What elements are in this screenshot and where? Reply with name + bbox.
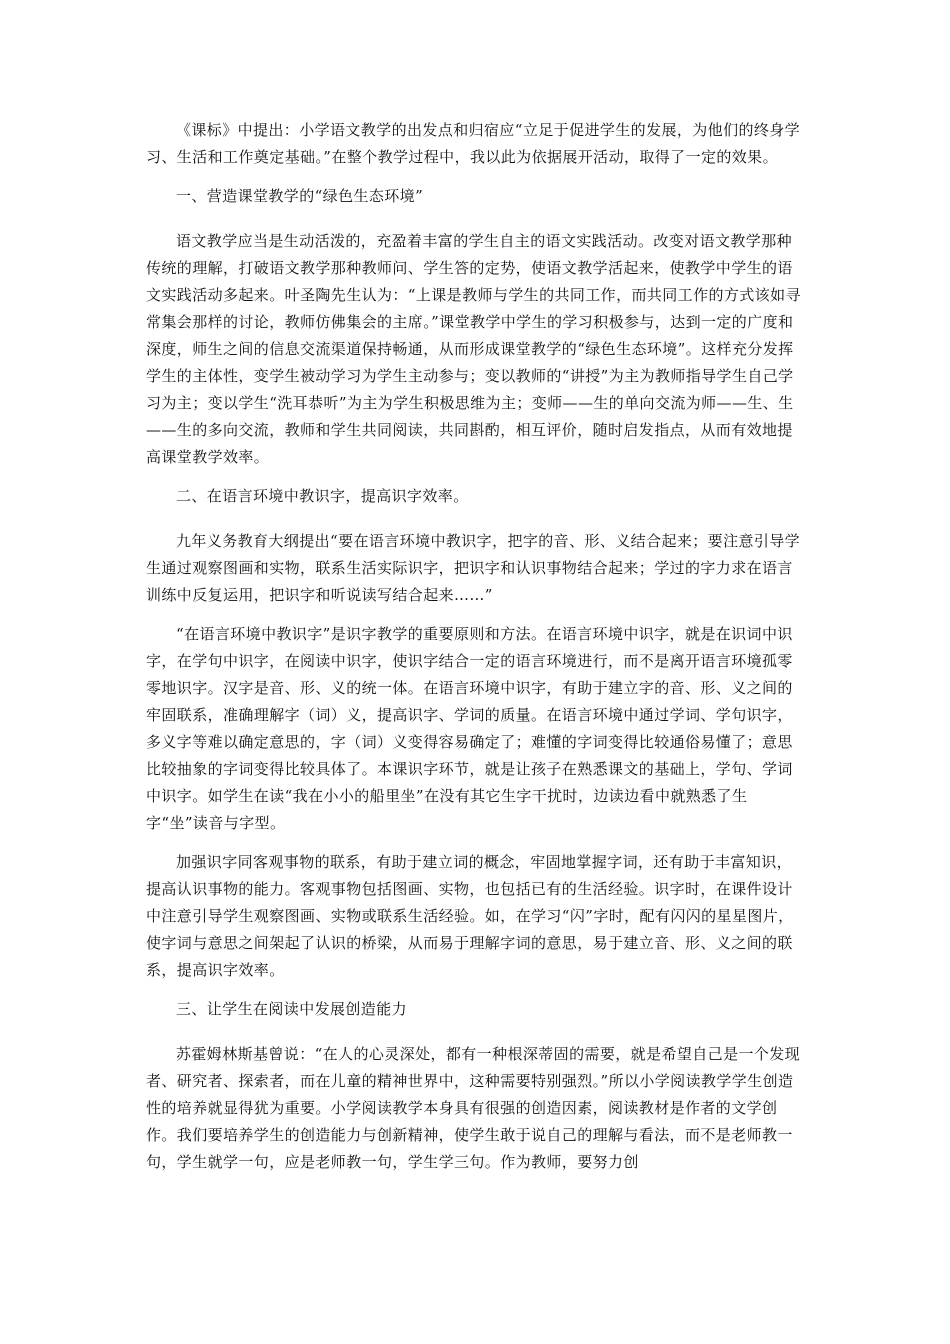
document-page (146, 117, 806, 1188)
paragraph-section-1: 语文教学应当是生动活泼的，充盈着丰富的学生自主的语文实践活动。改变对语文教学那种传统的理解，打破语文教学那种教师问、学生答的定势，使语文教学活起来，使教学中学生的语文实践活动多起来。叶圣陶先生认为：“上课是教师与学生的共同工作，而共同工作的方式该如寻常集会那样的讨论，教师仿佛集会的主席。”课堂教学中学生的学习积极参与，达到一定的广度和深度，师生之间的信息交流渠道保持畅通，从而形成课堂教学的“绿色生态环境”。这样充分发挥学生的主体性，变学生被动学习为学生主动参与；变以教师的“讲授”为主为教师指导学生自己学习为主；变以学生“洗耳恭听”为主为学生积极思维为主；变师——生的单向交流为师——生、生——生的多向交流，教师和学生共同阅读，共同斟酌，相互评价，随时启发指点，从而有效地提高课堂教学效率。 (146, 232, 801, 466)
paragraph-section-2-a: 九年义务教育大纲提出“要在语言环境中教识字，把字的音、形、义结合起来；要注意引导学生通过观察图画和实物，联系生活实际识字，把识字和认识事物结合起来；学过的字力求在语言训练中反复运用，把识字和听说读写结合起来……” (146, 532, 801, 604)
paragraph-intro: 《课标》中提出：小学语文教学的出发点和归宿应“立足于促进学生的发展，为他们的终身学习、生活和工作奠定基础。”在整个教学过程中，我以此为依据展开活动，取得了一定的效果。 (146, 121, 801, 166)
section-heading-2: 二、在语言环境中教识字，提高识字效率。 (176, 487, 469, 505)
section-heading-1: 一、营造课堂教学的“绿色生态环境” (176, 187, 424, 205)
paragraph-section-3: 苏霍姆林斯基曾说：“在人的心灵深处，都有一种根深蒂固的需要，就是希望自己是一个发现者、研究者、探索者，而在儿童的精神世界中，这种需要特别强烈。”所以小学阅读教学学生创造性的培养就显得犹为重要。小学阅读教学本身具有很强的创造因素，阅读教材是作者的文学创作。我们要培养学生的创造能力与创新精神，使学生敢于说自己的理解与看法，而不是老师教一句，学生就学一句，应是老师教一句，学生学三句。作为教师，要努力创 (146, 1045, 801, 1171)
section-heading-3: 三、让学生在阅读中发展创造能力 (176, 1000, 408, 1018)
paragraph-section-2-c: 加强识字同客观事物的联系，有助于建立词的概念，牢固地掌握字词，还有助于丰富知识，提高认识事物的能力。客观事物包括图画、实物，也包括已有的生活经验。识字时，在课件设计中注意引导学生观察图画、实物或联系生活经验。如，在学习“闪”字时，配有闪闪的星星图片，使字词与意思之间架起了认识的桥梁，从而易于理解字词的意思，易于建立音、形、义之间的联系，提高识字效率。 (146, 853, 794, 979)
paragraph-section-2-b: “在语言环境中教识字”是识字教学的重要原则和方法。在语言环境中识字，就是在识词中识字，在学句中识字，在阅读中识字，使识字结合一定的语言环境进行，而不是离开语言环境孤零零地识字。汉字是音、形、义的统一体。在语言环境中识字，有助于建立字的音、形、义之间的牢固联系，准确理解字（词）义，提高识字、学词的质量。在语言环境中通过学词、学句识字，多义字等难以确定意思的，字（词）义变得容易确定了；难懂的字词变得比较通俗易懂了；意思比较抽象的字词变得比较具体了。本课识字环节，就是让孩子在熟悉课文的基础上，学句、学词中识字。如学生在读“我在小小的船里坐”在没有其它生字干扰时，边读边看中就熟悉了生字“坐”读音与字型。 (146, 625, 793, 832)
